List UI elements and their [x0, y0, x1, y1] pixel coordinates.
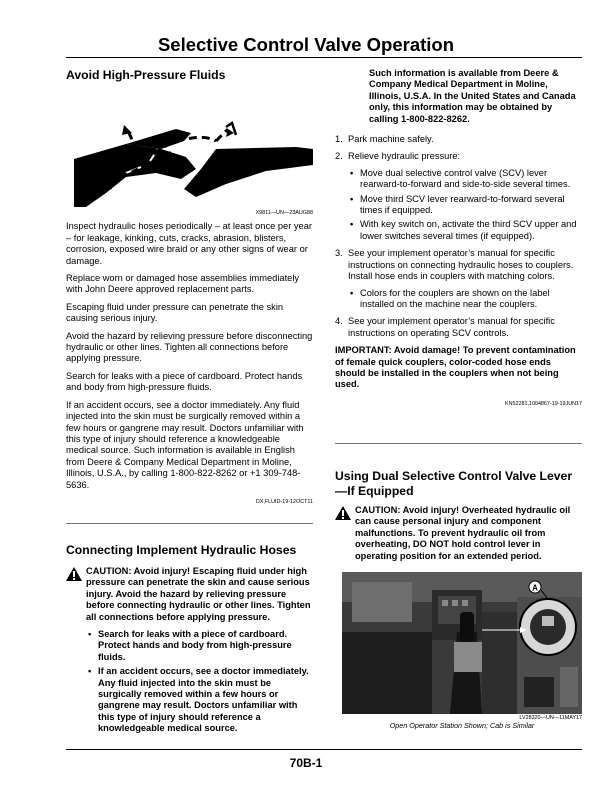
paragraph-accident: If an accident occurs, see a doctor immediately. Any fluid injected into the skin must be surgically removed within a few hours or gangrene may result. Doctors unfamiliar with this type of injury should reference a knowledgeable medical source. Such information is available in English from Deere & Company Medical Department in Moline, Illinois, U.S.A., by calling 1-800-822-8262 or +1 309-748-5636.: [66, 399, 304, 490]
photo-reference: LV28320—UN—11MAY17: [519, 715, 582, 721]
step-item: 2. Relieve hydraulic pressure: • Move dual selective control valve (SCV) lever rearward-to-forward and side-to-side several times. • Move third SCV lever rearward-to-forward several times if equipped. • With key switch on, activate the third SCV upper and lower switches several times (if equipped).: [335, 151, 582, 242]
title-rule: [66, 57, 582, 58]
section-divider: [66, 523, 313, 524]
important-note: [335, 345, 582, 391]
important-text: IMPORTANT: Avoid damage! To prevent contamination of female quick couplers, color-coded hose ends should be installed in the couplers when not being used.: [335, 345, 576, 390]
section-divider: [335, 443, 582, 444]
scv-lever-photo: [342, 572, 582, 714]
list-item: • With key switch on, activate the third SCV upper and lower switches several times (if equipped).: [348, 219, 582, 242]
section-heading-connecting-hoses: Connecting Implement Hydraulic Hoses: [66, 543, 297, 557]
step-item: 4. See your implement operator’s manual for specific instructions on operating SCV controls.: [335, 316, 555, 338]
illustration-reference: X9811—UN—23AUG88: [255, 210, 313, 216]
step-item: 1. Park machine safely.: [335, 134, 434, 145]
paragraph-inspect-hoses: Inspect hydraulic hoses periodically – at least once per year – for leakage, kinking, cuts, cracks, abrasion, blisters, corrosion, exposed wire braid or any other signs of wear or damage.: [66, 221, 312, 266]
caution-escaping-fluid: [66, 566, 313, 735]
callout-label: A: [532, 583, 538, 593]
caution-text: CAUTION: Avoid injury! Escaping fluid under high pressure can penetrate the skin and cause serious injury. Avoid the hazard by relieving pressure before connecting hydraulic or other lines. Tighten all connections before applying pressure.: [86, 566, 311, 622]
high-pressure-fluid-illustration: [66, 89, 313, 207]
step-bullets: [348, 168, 582, 242]
steps-list: [335, 134, 582, 339]
list-item: • Colors for the couplers are shown on the label installed on the machine near the couplers.: [348, 288, 582, 311]
section-heading-dual-scv: Using Dual Selective Control Valve Lever—If Equipped: [335, 469, 573, 498]
section-reference-couplers: KN52281,1004867-19-19JUN17: [504, 400, 582, 407]
paragraph-replace-hoses: Replace worn or damaged hose assemblies immediately with John Deere approved replacement parts.: [66, 273, 300, 295]
list-item: • If an accident occurs, see a doctor immediately. Any fluid injected into the skin must be surgically removed within a few hours or gangrene may result. Doctors unfamiliar with this type of injury should reference a knowledgeable medical source.: [86, 666, 313, 734]
step-item: 3. See your implement operator’s manual for specific instructions on connecting hydraulic hoses to couplers. Install hose ends in couplers with matching colors. • Colors for the couplers are shown on the label installed on the machine near the couplers.: [335, 248, 582, 310]
paragraph-avoid-hazard: Avoid the hazard by relieving pressure before disconnecting hydraulic or other lines. Tighten all connections before applying pressure.: [66, 330, 313, 364]
caution-overheated-oil: [335, 505, 582, 562]
list-item: • Move third SCV lever rearward-to-forward several times if equipped.: [348, 194, 582, 217]
section-reference-fluid: DX,FLUID-19-12OCT11: [255, 498, 313, 505]
footer-rule: [66, 749, 582, 750]
left-column: [66, 68, 313, 508]
right-column-lower: [335, 469, 582, 562]
caution-text: CAUTION: Avoid injury! Overheated hydraulic oil can cause personal injury and component malfunctions. To prevent hydraulic oil from overheating, DO NOT hold control lever in operating position for an extended period.: [355, 505, 571, 561]
caution-bullets: [86, 629, 313, 735]
continued-medical-info: Such information is available from Deere & Company Medical Department in Moline, Illinois, U.S.A. In the United States and Canada only, this information may be obtained by calling 1-800-822-8262.: [369, 68, 576, 124]
list-item: • Search for leaks with a piece of cardboard. Protect hands and body from high-pressure fluids.: [86, 629, 313, 663]
paragraph-escaping-fluid: Escaping fluid under pressure can penetrate the skin causing serious injury.: [66, 301, 284, 324]
right-column: [335, 68, 582, 410]
photo-caption: Open Operator Station Shown; Cab is Similar: [389, 721, 535, 730]
warning-icon: [66, 567, 82, 581]
step-bullets: [348, 288, 582, 311]
paragraph-search-leaks: Search for leaks with a piece of cardboard. Protect hands and body from high-pressure fluids.: [66, 370, 303, 393]
page-title: Selective Control Valve Operation: [157, 34, 455, 55]
warning-icon: [335, 506, 351, 520]
left-column-lower: [66, 543, 313, 738]
list-item: • Move dual selective control valve (SCV) lever rearward-to-forward and side-to-side several times.: [348, 168, 582, 191]
page-number: 70B-1: [289, 756, 323, 770]
section-heading-high-pressure: Avoid High-Pressure Fluids: [66, 68, 226, 82]
